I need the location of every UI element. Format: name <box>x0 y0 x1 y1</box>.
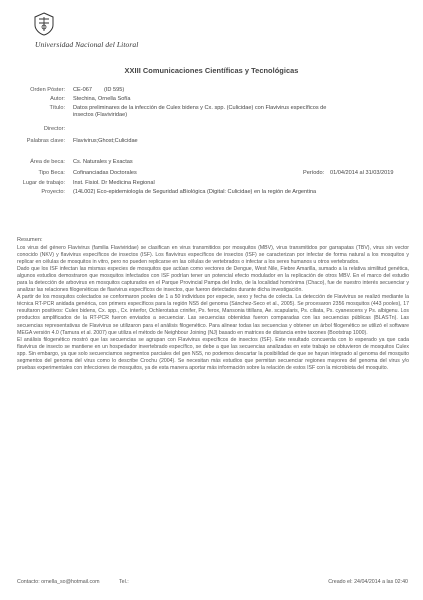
lugar-trabajo-value: Inst. Fisiol. Dr Medicina Regional <box>73 180 155 186</box>
created-date: Creado el: 24/04/2014 a las 02:40 <box>328 579 408 585</box>
university-seal-icon <box>33 12 55 36</box>
contact-tel: Tel.: <box>119 579 129 585</box>
orden-poster-value: CE-067 <box>73 87 92 93</box>
titulo-label: Título: <box>49 105 65 111</box>
orden-poster-id: (ID 595) <box>104 87 125 93</box>
proyecto-label: Proyecto: <box>41 189 65 195</box>
resumen-label: Resumen: <box>17 237 43 243</box>
titulo-value: Datos preliminares de la infección de Culex bidens y Cx. spp. (Culicidae) con Flavivirus específicos de insectos (Flaviviridae) <box>73 105 327 118</box>
proyecto-value: (14L002) Eco-epidemiología de Seguridad aBiológica (Digital: Culicidae) en la región de Argentina <box>73 189 317 195</box>
periodo-value: 01/04/2014 al 31/03/2019 <box>330 170 394 176</box>
lugar-trabajo-label: Lugar de trabajo: <box>22 180 65 186</box>
orden-poster-label: Orden Póster: <box>30 87 65 93</box>
abstract-paragraph: Dado que los ISF infectan las mismas especies de mosquitos que actúan como vectores de Dengue, West Nile, Fiebre Amarilla, sumado a la relativa similitud genética, algunos estudios demostraron que mosquitos infectados con ISF podrían tener un potencial efecto modulador en la replicación de otros MBV. En el marco del estudio para la detección de arbovirus en mosquitos capturados en el Parque Provincial Pampa del Indio, de la localidad homónima (Chaco), fue de nuestro interés secuenciar y analizar las relaciones filogenéticas de flavivirus específicos de insectos, que fueron detectados durante dicha investigación. <box>17 266 409 294</box>
autor-value: Stechina, Ornella Sofía <box>73 96 131 102</box>
institution-name: Universidad Nacional del Litoral <box>35 40 139 49</box>
director-label: Director: <box>43 126 65 132</box>
palabras-clave-label: Palabras clave: <box>26 138 65 144</box>
abstract-paragraph: El análisis filogenético mostró que las secuencias se agrupan con Flavivirus específicos de insectos (ISF). Este resultado concuerda con lo esperado ya que cada flavivirus de insecto se mantiene en un hospedador invertebrado específico, se debe a que las secuencias analizadas en este trabajo se obtuvieron de mosquitos Culex spp. Sin embargo, ya que solo secuenciamos segmentos parciales del gen NS5, no podemos descartar la posibilidad de que se hayan integrado al genoma del mosquito segmentos del genoma del virus como lo describe Crochu (2004). Se necesitan más estudios que permitan secuenciar regiones mayores del genoma del virus y/o pruebas experimentales con infecciones de mosquitos, ya de esta manera aportar más información sobre la relación de estos ISF con la microbiota del mosquito. <box>17 336 409 371</box>
tipo-beca-value: Cofinanciadas Doctorales <box>73 170 137 176</box>
contact-email: Contacto: ornella_so@hotmail.com <box>17 579 100 585</box>
tipo-beca-label: Tipo Beca: <box>38 170 65 176</box>
periodo-label: Período: <box>303 170 325 176</box>
page-title: XXIII Comunicaciones Científicas y Tecnológicas <box>124 66 299 75</box>
university-logo <box>17 6 137 52</box>
area-beca-value: Cs. Naturales y Exactas <box>73 159 133 165</box>
abstract-body <box>17 245 409 372</box>
abstract-paragraph: A partir de los mosquitos colectados se conformaron pooles de 1 a 50 individuos por especie, sexo y fecha de colecta. La detección de Flavivirus se realizó mediante la técnica RT-PCR anidada genérica, con primers específicos para la región NS5 del genoma (Sánchez-Seco et al., 2005). Se procesaron 2356 mosquitos (443 pooles), 17 resultaron positivos: Culex bidens, Cx. spp., Cx. interfor, Ochlerotatus crinifer, Ps. ferox, Mansonia titillans, Ae. scapularis, Ps. ciliata, Ps. cyanescens y Ps. albigenu. Los productos amplificados de la RT-PCR fueron enviados a secuenciar. Las secuencias obtenidas fueron comparadas con las secuencias públicas (BLASTn). Las secuencias representativas de Flavivirus se utilizaron para el análisis filogenético. Para alinear todas las secuencias y obtener un árbol filogenético se utilizó el software MEGA versión 4.0 (Tamura et al. 2007) que utiliza el método de Neighbour Joining (NJ) basado en matrices de distancia entre taxones (Bootstrap 1000). <box>17 294 409 336</box>
palabras-clave-value: Flavivirus;Ghost;Culicidae <box>73 138 138 144</box>
autor-label: Autor: <box>50 96 65 102</box>
area-beca-label: Área de beca: <box>30 159 65 165</box>
abstract-paragraph: Los virus del género Flavivirus (familia Flaviviridae) se clasifican en virus transmitidos por mosquitos (MBV), virus transmitidos por garrapatas (TBV), virus sin vector conocido (NKV) y flavivirus específicos de insectos (ISF). Los flavivirus específicos de insectos (ISF) se caracterizan por infectar de forma natural a los mosquitos y replicar en células de mosquitos in vitro, pero no pueden replicarse en las células de vertebrados o infectar a los seres humanos u otros vertebrados. <box>17 245 409 266</box>
